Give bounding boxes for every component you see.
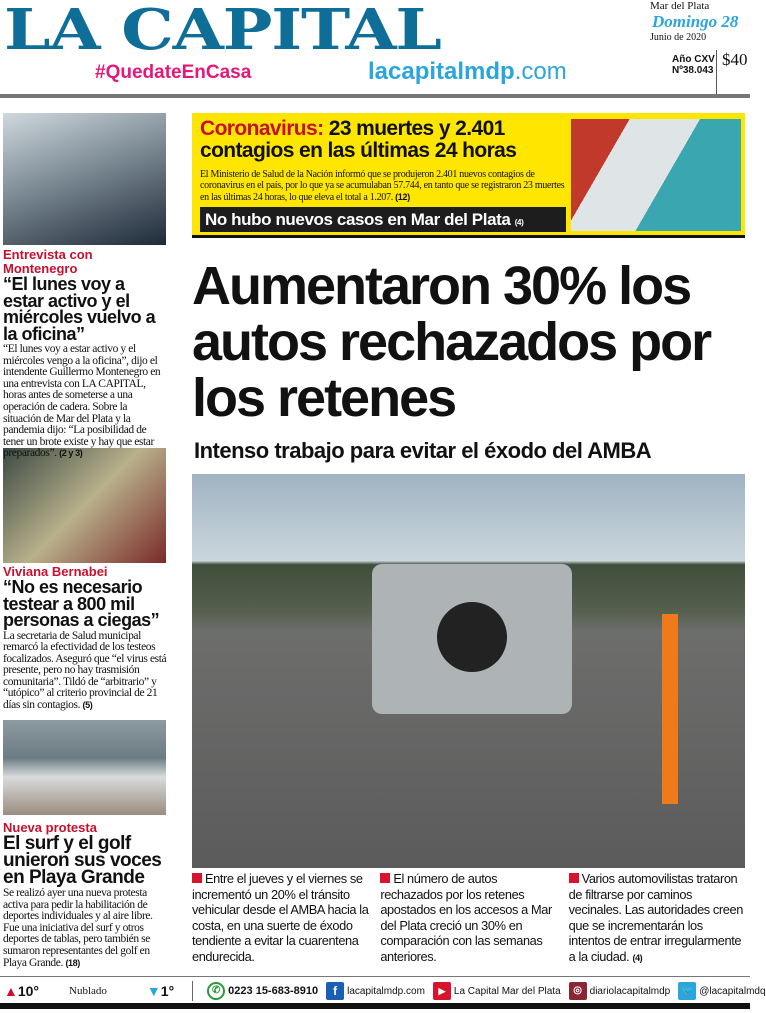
bullet-text: Entre el jueves y el viernes se incrementó un 20% el tránsito vehicular desde el AMBA hacia la costa, en una suerte de éxodo tendiente a evitar la cuarentena endurecida. [192,871,369,964]
bullet-square-icon [569,873,579,883]
page-ref: (12) [395,191,410,202]
montenegro-photo [3,113,166,245]
temp-down-icon: ▼ [146,983,161,999]
story-headline: El surf y el golf unieron sus voces en Playa Grande [3,833,162,888]
header-rule [0,94,750,98]
footer-bottom-bar [0,1003,750,1009]
whatsapp-icon: ✆ [207,982,225,1000]
traffic-cone-shape [662,614,678,804]
price: $40 [722,50,748,69]
covid-label: Coronavirus: [200,117,324,140]
main-headline[interactable]: Aumentaron 30% los autos rechazados por los retenes [192,256,711,428]
edition-day: Domingo 28 [652,12,739,31]
side-story-3[interactable] [3,821,167,969]
weather: Nublado [69,985,107,997]
issue-year: Año CXV [672,54,715,65]
min-temp: 1° [160,983,175,999]
issue-number: Nº38.043 [672,65,714,76]
covid-title-a: 23 muertes y 2.401 [323,117,505,140]
divider [192,981,193,1001]
coronavirus-headline [200,118,516,162]
site-tld: .com [514,58,567,85]
story-kicker: Nueva protesta [3,820,97,835]
story-kicker: Viviana Bernabei [3,564,108,579]
instagram-link[interactable]: diariolacapitalmdp [589,985,671,997]
coronavirus-body [200,170,570,203]
page-ref: (2 y 3) [59,448,83,459]
issue-info [672,54,715,76]
bullet-text: El número de autos rechazados por los retenes apostados en los accesos a Mar del Plata creció un 30% en comparación con las semanas anteriores. [380,871,552,964]
story-headline: “No es necesario testear a 800 mil personas a ciegas” [3,577,160,630]
main-bullets [192,871,747,966]
bernabei-photo [3,448,166,563]
edition-city: Mar del Plata [650,0,710,12]
checkpoint-photo [192,474,745,868]
page-ref: (5) [82,700,93,711]
facebook-link[interactable]: lacapitalmdp.com [347,985,425,997]
side-story-2[interactable] [3,565,167,712]
newspaper-logo: LA CAPITAL [4,0,441,63]
divider [716,50,717,95]
spare-tire-shape [437,602,507,672]
bar-text: No hubo nuevos casos en Mar del Plata [205,210,511,229]
story-headline: “El lunes voy a estar activo y el miércoles vuelvo a la oficina” [3,274,156,344]
youtube-link[interactable]: La Capital Mar del Plata [453,985,561,997]
footer-rule [0,976,750,977]
page-ref: (18) [65,957,80,968]
facebook-icon: f [326,982,344,1000]
story-body [3,631,167,712]
hashtag: #QuedateEnCasa [95,62,252,83]
story-body [3,888,167,969]
site-main: lacapitalmdp [368,58,515,85]
bullet-square-icon [380,873,390,883]
covid-title-b: contagios en las últimas 24 horas [200,139,517,162]
temp-up-icon: ▲ [4,983,18,999]
bullet-square-icon [192,873,202,883]
bullet-text: Varios automovilistas trataron de filtrarse por caminos vecinales. Las autoridades creen que se incrementarán los intentos de entrar irregularmente a la ciudad. [568,871,743,964]
story-text: Se realizó ayer una nueva protesta activa para pedir la habilitación de deportes individuales y al aire libre. Fue una iniciativa del surf y otros deportes de tablas, pero también se sumaron representantes del golf en Playa Grande. [3,887,153,969]
local-cases-bar[interactable] [200,207,566,232]
surf-photo [3,720,166,815]
footer-bar [4,980,766,1002]
youtube-icon: ▶ [433,982,451,1000]
covid-text: El Ministerio de Salud de la Nación informó que se produjeron 2.401 nuevos contagios de coronavirus en el país, por lo que ya se acumulaban 57.744, en tanto que se registraron 23 muertes en las últimas 24 horas, lo que eleva el total a 1.207. [200,169,565,203]
whatsapp-number[interactable]: 0223 15-683-8910 [228,985,319,997]
twitter-icon: 🐦 [678,982,696,1000]
story-text: “El lunes voy a estar activo y el miércoles vengo a la oficina”, dijo el intendente Guillermo Montenegro en una entrevista con LA CAPITAL, horas antes de someterse a una operación de cadera. Sobre la situación de Mar del Plata y la pandemia dijo: “La posibilidad de tener un brote existe y hay que estar preparados”. [3,343,161,460]
side-story-1[interactable] [3,248,167,460]
website-link[interactable] [368,58,567,86]
story-kicker: Entrevista con Montenegro [3,247,93,276]
max-temp: 10° [17,983,40,999]
testing-photo [571,119,741,231]
twitter-link[interactable]: @lacapitalmdq [699,985,766,997]
story-body [3,344,167,460]
main-subhead: Intenso trabajo para evitar el éxodo del AMBA [194,438,652,463]
bullet-item [569,871,747,966]
bullet-item [380,871,558,966]
page-ref: (4) [514,218,524,227]
page-ref: (4) [632,952,643,963]
story-text: La secretaria de Salud municipal remarcó la efectividad de los testeos focalizados. Aseguró que “el virus está presente, pero no hay trasmisión comunitaria”. Tildó de “arbitrario” y “utópico” al criterio provincial de 21 días sin contagios. [3,629,167,712]
instagram-icon: ◎ [569,982,587,1000]
bullet-item [192,871,370,966]
edition-month: Junio de 2020 [650,32,707,43]
